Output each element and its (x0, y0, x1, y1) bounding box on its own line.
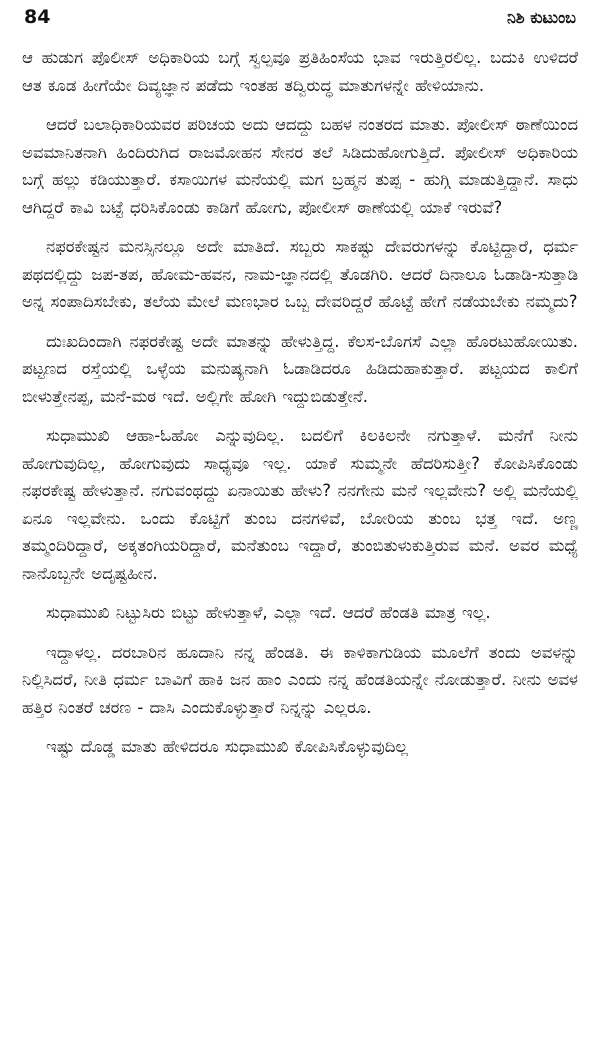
page-number: 84 (24, 6, 51, 28)
paragraph: ನಫರಕೇಷ್ಟನ ಮನಸ್ಸಿನಲ್ಲೂ ಅದೇ ಮಾತಿದೆ. ಸಬ್ಬರು ಸಾಕಷ್ಟು ದೇವರುಗಳನ್ನು ಕೊಟ್ಟಿದ್ದಾರೆ, ಧರ್ಮ ಪಥದಲ್ಲಿದ್ದು ಜಪ-ತಪ, ಹೋಮ-ಹವನ, ನಾಮ-ಜ್ಞಾನದಲ್ಲಿ ತೊಡಗಿರಿ. ಆದರೆ ದಿನಾಲೂ ಓಡಾಡಿ-ಸುತ್ತಾಡಿ ಅನ್ನ ಸಂಪಾದಿಸಬೇಕು, ತಲೆಯ ಮೇಲೆ ಮಣಭಾರ ಒಬ್ಬ ದೇವರಿದ್ದರೆ ಹೊಟ್ಟೆ ಹೇಗೆ ನಡೆಯಬೇಕು ನಮ್ಮದು? (22, 237, 578, 311)
running-title: ನಿಶಿ ಕುಟುಂಬ (507, 8, 576, 27)
page-body (22, 44, 578, 761)
paragraph: ಸುಧಾಮುಖಿ ಆಹಾ-ಓಹೋ ಎನ್ನುವುದಿಲ್ಲ. ಬದಲಿಗೆ ಕಿಲಕಿಲನೇ ನಗುತ್ತಾಳೆ. ಮನೆಗೆ ನೀನು ಹೋಗುವುದಿಲ್ಲ, ಹೋಗುವುದು ಸಾಧ್ಯವೂ ಇಲ್ಲ. ಯಾಕೆ ಸುಮ್ಮನೇ ಹೆದರಿಸುತ್ತೀ? ಕೋಪಿಸಿಕೊಂಡು ನಫರಕೇಷ್ಟ ಹೇಳುತ್ತಾನೆ. ನಗುವಂಥದ್ದು ಏನಾಯಿತು ಹೇಳು? ನನಗೇನು ಮನೆ ಇಲ್ಲವೇನು? ಅಲ್ಲಿ ಮನೆಯಲ್ಲಿ ಏನೂ ಇಲ್ಲವೇನು. ಒಂದು ಕೊಟ್ಟಿಗೆ ತುಂಬ ದನಗಳಿವೆ, ಬೋರಿಯ ತುಂಬ ಭತ್ತ ಇದೆ. ಅಣ್ಣ ತಮ್ಮಂದಿರಿದ್ದಾರೆ, ಅಕ್ಕತಂಗಿಯರಿದ್ದಾರೆ, ಮನೆತುಂಬ ಇದ್ದಾರೆ, ತುಂಬಿತುಳುಕುತ್ತಿರುವ ಮನೆ. ಅವರ ಮಧ್ಯೆ ನಾನೊಬ್ಬನೇ ಅದೃಷ್ಟಹೀನ. (22, 426, 578, 583)
paragraph: ಆ ಹುಡುಗ ಪೊಲೀಸ್ ಅಧಿಕಾರಿಯ ಬಗ್ಗೆ ಸ್ವಲ್ಪವೂ ಪ್ರತಿಹಿಂಸೆಯ ಭಾವ ಇರುತ್ತಿರಲಿಲ್ಲ. ಬದುಕಿ ಉಳಿದರೆ ಆತ ಕೂಡ ಹೀಗೆಯೇ ದಿವ್ಯಜ್ಞಾನ ಪಡೆದು ಇಂತಹ ತದ್ವಿರುದ್ಧ ಮಾತುಗಳನ್ನೇ ಹೇಳಿಯಾನು. (22, 48, 578, 95)
paragraph: ಆದರೆ ಬಲಾಧಿಕಾರಿಯವರ ಪರಿಚಯ ಅದು ಆದದ್ದು ಬಹಳ ನಂತರದ ಮಾತು. ಪೋಲೀಸ್ ಠಾಣೆಯಿಂದ ಅವಮಾನಿತನಾಗಿ ಹಿಂದಿರುಗಿದ ರಾಜಮೋಹನ ಸೇನರ ತಲೆ ಸಿಡಿದುಹೋಗುತ್ತಿದೆ. ಪೋಲೀಸ್ ಅಧಿಕಾರಿಯ ಬಗ್ಗೆ ಹಲ್ಲು ಕಡಿಯುತ್ತಾರೆ. ಕಸಾಯಿಗಳ ಮನೆಯಲ್ಲಿ ಮಗ ಬ್ರಹ್ಮನ ತುಪ್ಪ - ಹುಗ್ಗಿ ಮಾಡುತ್ತಿದ್ದಾನೆ. ಸಾಧು ಆಗಿದ್ದರೆ ಕಾವಿ ಬಟ್ಟೆ ಧರಿಸಿಕೊಂಡು ಕಾಡಿಗೆ ಹೋಗು, ಪೋಲೀಸ್ ಠಾಣೆಯಲ್ಲಿ ಯಾಕೆ ಇರುವೆ? (22, 115, 578, 217)
paragraph: ದುಃಖದಿಂದಾಗಿ ನಫರಕೇಷ್ಟ ಅದೇ ಮಾತನ್ನು ಹೇಳುತ್ತಿದ್ದ. ಕೆಲಸ-ಬೊಗಸೆ ಎಲ್ಲಾ ಹೊರಟುಹೋಯಿತು. ಪಟ್ಟಣದ ರಸ್ತೆಯಲ್ಲಿ ಒಳ್ಳೆಯ ಮನುಷ್ಯನಾಗಿ ಓಡಾಡಿದರೂ ಹಿಡಿದುಹಾಕುತ್ತಾರೆ. ಪಟ್ಟಯದ ಕಾಲಿಗೆ ಬೀಳುತ್ತೇನಪ್ಪ, ಮನೆ-ಮಠ ಇದೆ. ಅಲ್ಲಿಗೇ ಹೋಗಿ ಇದ್ದುಬಿಡುತ್ತೇನೆ. (22, 331, 578, 406)
page-header (22, 6, 578, 36)
paragraph: ಇದ್ದಾಳಲ್ಲ. ದರಬಾರಿನ ಹೂದಾನಿ ನನ್ನ ಹೆಂಡತಿ. ಈ ಕಾಳಿಕಾಗುಡಿಯ ಮೂಲೆಗೆ ತಂದು ಅವಳನ್ನು ನಿಲ್ಲಿಸಿದರೆ, ನೀತಿ ಧರ್ಮ ಬಾವಿಗೆ ಹಾಕಿ ಜನ ಹಾಂ ಎಂದು ನನ್ನ ಹೆಂಡತಿಯನ್ನೇ ನೋಡುತ್ತಾರೆ. ನೀನು ಅವಳ ಹತ್ತಿರ ನಿಂತರೆ ಚರಣ - ದಾಸಿ ಎಂದುಕೊಳ್ಳುತ್ತಾರೆ ನಿನ್ನನ್ನು ಎಲ್ಲರೂ. (22, 642, 578, 717)
paragraph: ಸುಧಾಮುಖಿ ನಿಟ್ಟುಸಿರು ಬಿಟ್ಟು ಹೇಳುತ್ತಾಳೆ, ಎಲ್ಲಾ ಇದೆ. ಆದರೆ ಹೆಂಡತಿ ಮಾತ್ರ ಇಲ್ಲ. (46, 603, 491, 622)
paragraph: ಇಷ್ಟು ದೊಡ್ಡ ಮಾತು ಹೇಳಿದರೂ ಸುಧಾಮುಖಿ ಕೋಪಿಸಿಕೊಳ್ಳುವುದಿಲ್ಲ (46, 737, 409, 756)
